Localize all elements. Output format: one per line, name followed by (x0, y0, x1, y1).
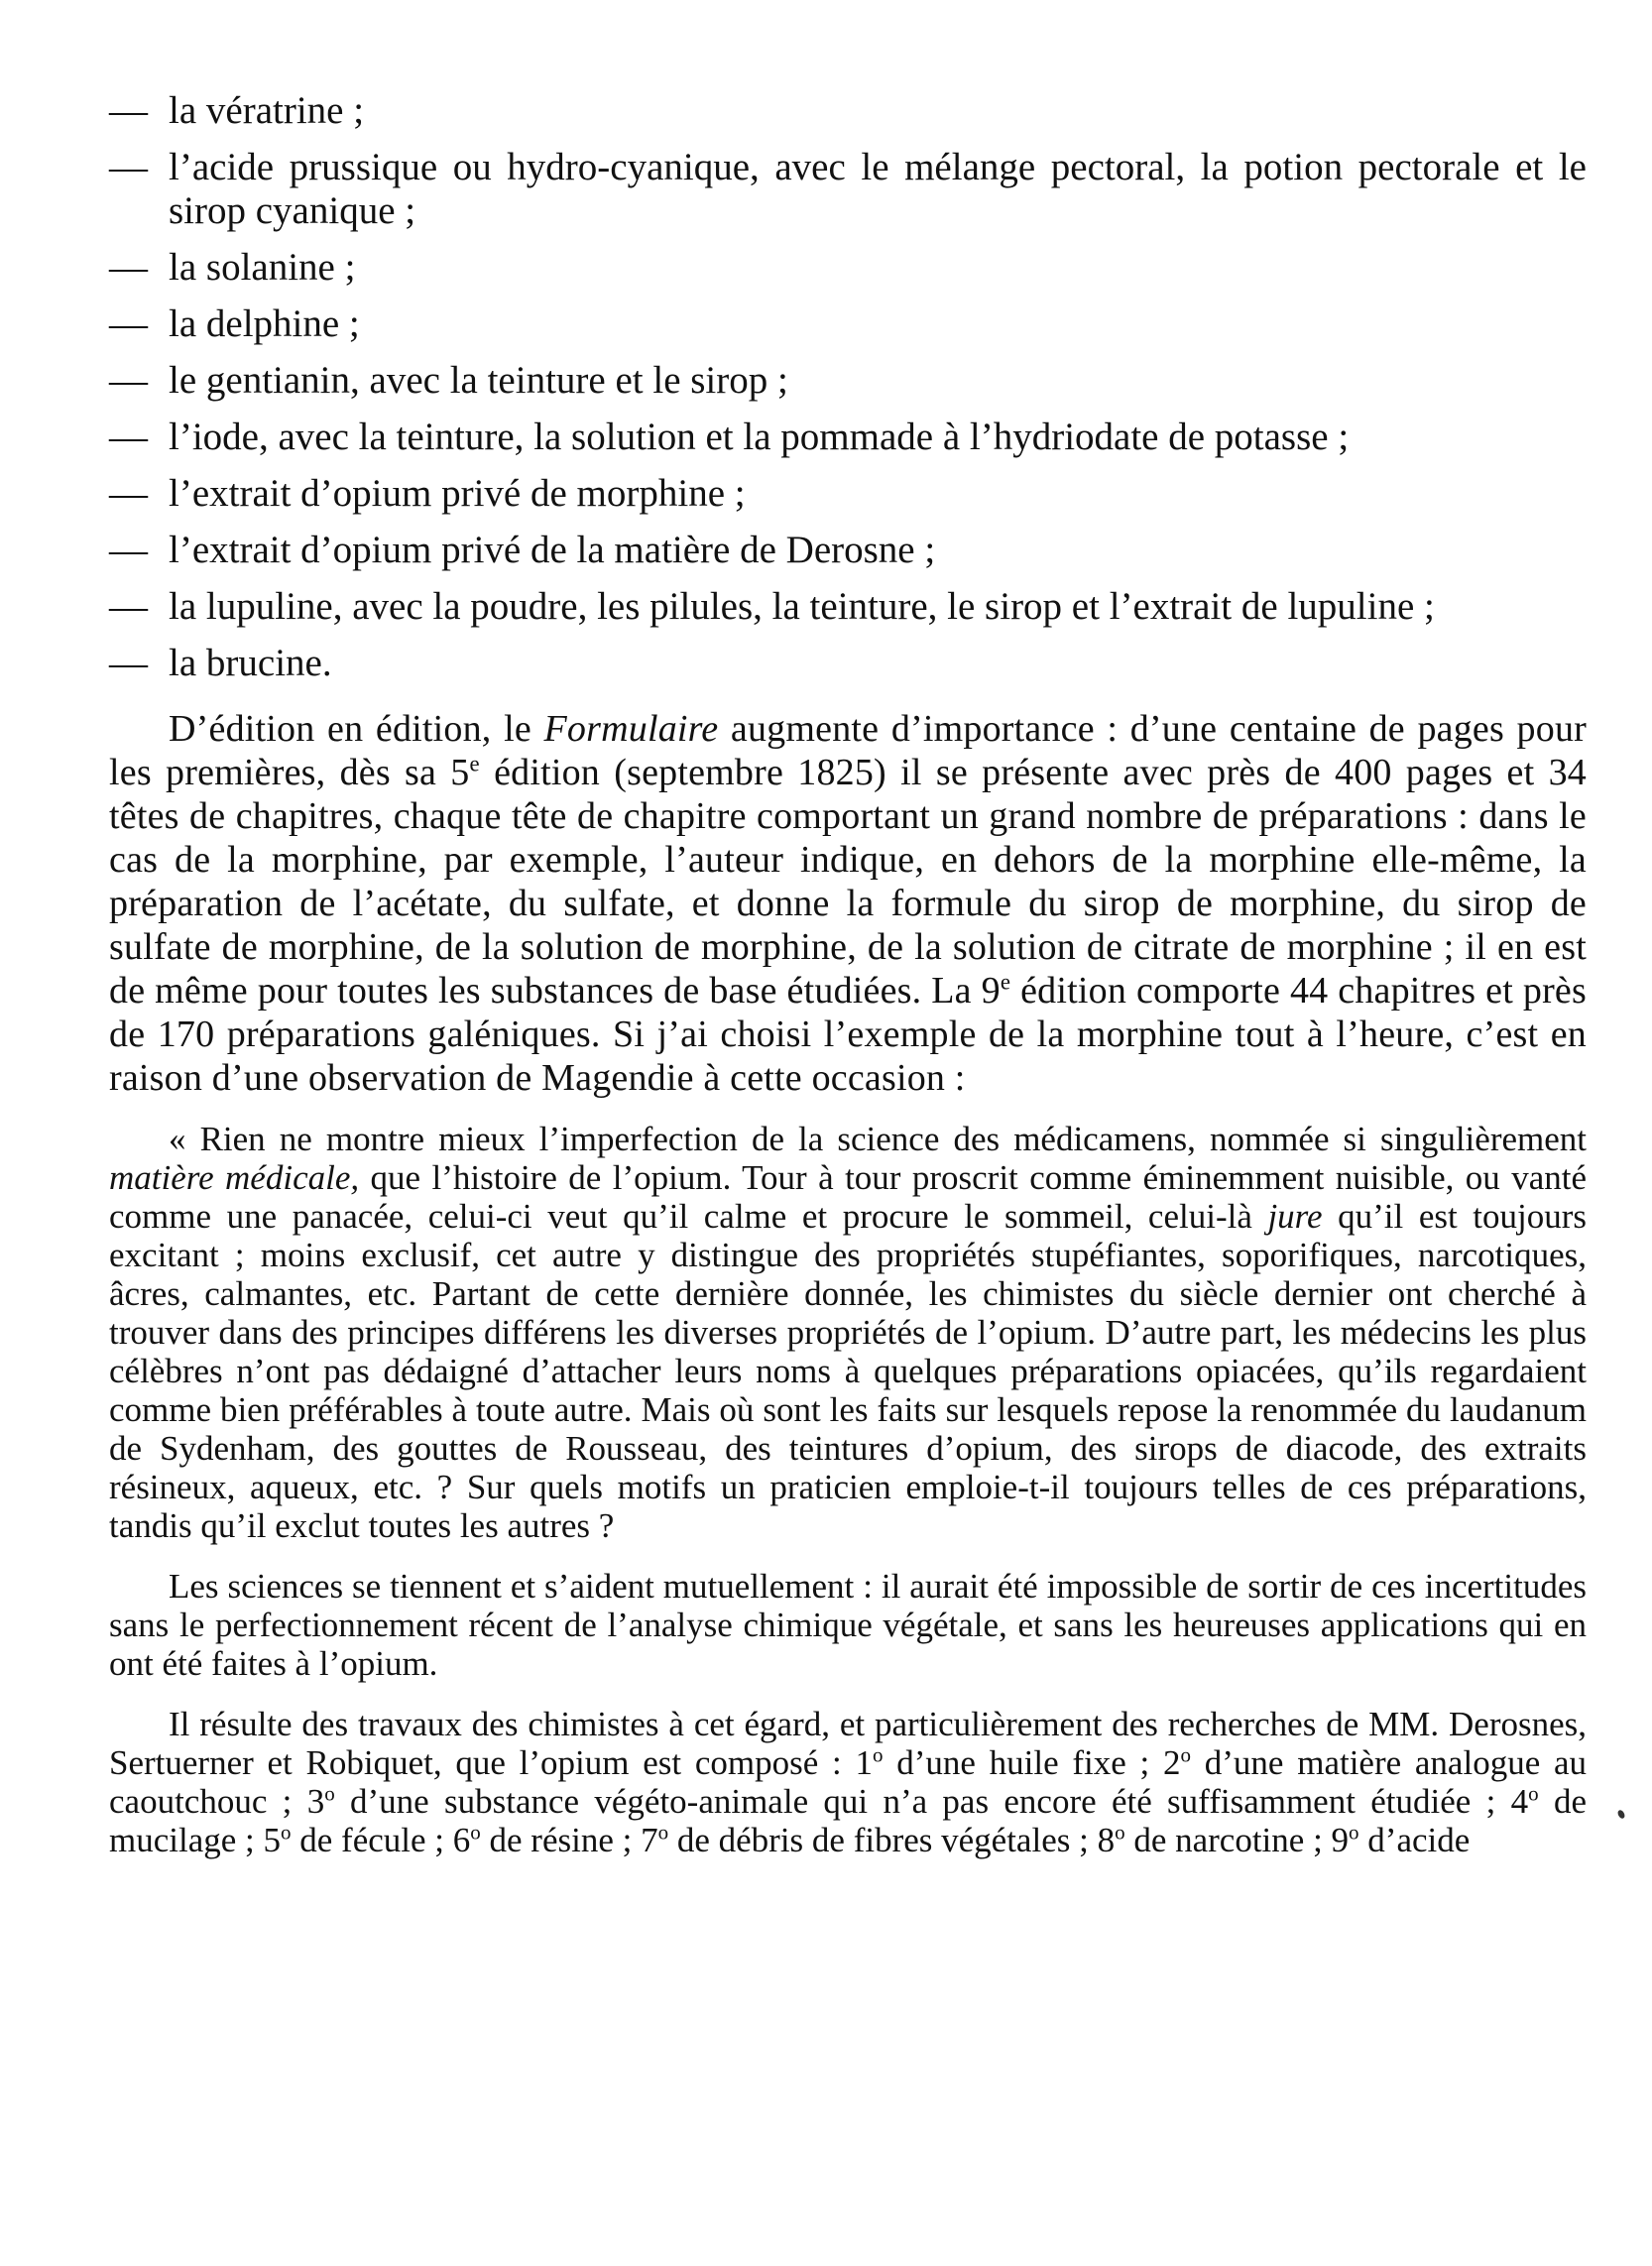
list-item (109, 302, 1587, 346)
list-item (109, 359, 1587, 403)
list-item (109, 246, 1587, 290)
list-dash: — (109, 359, 148, 402)
preparation-list (109, 89, 1587, 685)
list-dash: — (109, 302, 148, 345)
list-item-text: la solanine ; (169, 246, 356, 289)
ink-speck (1616, 1809, 1626, 1820)
list-item-text: l’extrait d’opium privé de la matière de Derosne ; (169, 529, 936, 571)
list-dash: — (109, 529, 148, 571)
list-item (109, 89, 1587, 133)
paragraph-sciences: Les sciences se tiennent et s’aident mutuellement : il aurait été impossible de sortir de ces incertitudes sans le perfectionnement récent de l’analyse chimique végétale, et sans les heureuses applications qui en ont été faites à l’opium. (109, 1567, 1587, 1683)
list-item-text: la lupuline, avec la poudre, les pilules, la teinture, le sirop et l’extrait de lupuline ; (169, 585, 1435, 628)
list-item-text: l’iode, avec la teinture, la solution et la pommade à l’hydriodate de potasse ; (169, 416, 1350, 458)
list-item (109, 146, 1587, 233)
italic-formulaire: Formulaire (543, 708, 719, 750)
list-dash: — (109, 246, 148, 289)
list-dash: — (109, 146, 148, 188)
italic-matiere-medicale: matière médicale, (109, 1158, 360, 1197)
list-item (109, 529, 1587, 572)
list-item (109, 472, 1587, 516)
document-page (109, 89, 1587, 1859)
list-item (109, 642, 1587, 685)
paragraph-opium-composition: Il résulte des travaux des chimistes à cet égard, et particulièrement des recherches de MM. Derosnes, Sertuerner et Robiquet, que l’opium est composé : 1$^o$ d’une huile fixe ; 2$^o$ d’une matière analogue au caoutchouc ; 3$^o$ d’une substance végéto-animale qui n’a pas encore été suffisamment étudiée ; 4$^o$ de mucilage ; 5$^o$ de fécule ; 6$^o$ de résine ; 7$^o$ de débris de fibres végétales ; 8$^o$ de narcotine ; 9$^o$ d’acide (109, 1705, 1588, 1859)
paragraph-formulaire: D’édition en édition, le Formulaire augmente d’importance : d’une centaine de pages pour les premières, dès sa 5e édition (septembre 1825) il se présente avec près de 400 pages et 34 têtes de chapitres, chaque tête de chapitre comportant un grand nombre de préparations : dans le cas de la morphine, par exemple, l’auteur indique, en dehors de la morphine elle-même, la préparation de l’acétate, du sulfate, et donne la formule du sirop de morphine, du sirop de sulfate de morphine, de la solution de morphine, de la solution de citrate de morphine ; il en est de même pour toutes les substances de base étudiées. La 9e édition comporte 44 chapitres et près de 170 préparations galéniques. Si j’ai choisi l’exemple de la morphine tout à l’heure, c’est en raison d’une observation de Magendie à cette occasion : (109, 708, 1588, 1099)
list-item-text: le gentianin, avec la teinture et le sirop ; (169, 359, 788, 402)
magendie-quote: « Rien ne montre mieux l’imperfection de la science des médicamens, nommée si singulièrement matière médicale, que l’histoire de l’opium. Tour à tour proscrit comme éminemment nuisible, ou vanté comme une panacée, celui-ci veut qu’il calme et procure le sommeil, celui-là jure qu’il est toujours excitant ; moins exclusif, cet autre y distingue des propriétés stupéfiantes, soporifiques, narcotiques, âcres, calmantes, etc. Partant de cette dernière donnée, les chimistes du siècle dernier ont cherché à trouver dans des principes différens les diverses propriétés de l’opium. D’autre part, les médecins les plus célèbres n’ont pas dédaigné d’attacher leurs noms à quelques préparations opiacées, qu’ils regardaient comme bien préférables à toute autre. Mais où sont les faits sur lesquels repose la renommée du laudanum de Sydenham, des gouttes de Rousseau, des teintures d’opium, des sirops de diacode, des extraits résineux, aqueux, etc. ? Sur quels motifs un praticien emploie-t-il toujours telles de ces préparations, tandis qu’il exclut toutes les autres ? (109, 1120, 1588, 1545)
list-dash: — (109, 585, 148, 628)
list-item-text: la vératrine ; (169, 89, 365, 132)
list-dash: — (109, 642, 148, 684)
list-item (109, 416, 1587, 459)
list-dash: — (109, 416, 148, 458)
list-item-text: l’acide prussique ou hydro-cyanique, avec le mélange pectoral, la potion pectorale et le sirop cyanique ; (169, 146, 1587, 232)
list-dash: — (109, 472, 148, 515)
list-item-text: la brucine. (169, 642, 332, 684)
list-dash: — (109, 89, 148, 132)
list-item (109, 585, 1587, 629)
list-item-text: l’extrait d’opium privé de morphine ; (169, 472, 746, 515)
list-item-text: la delphine ; (169, 302, 360, 345)
italic-jure: jure (1267, 1197, 1323, 1236)
